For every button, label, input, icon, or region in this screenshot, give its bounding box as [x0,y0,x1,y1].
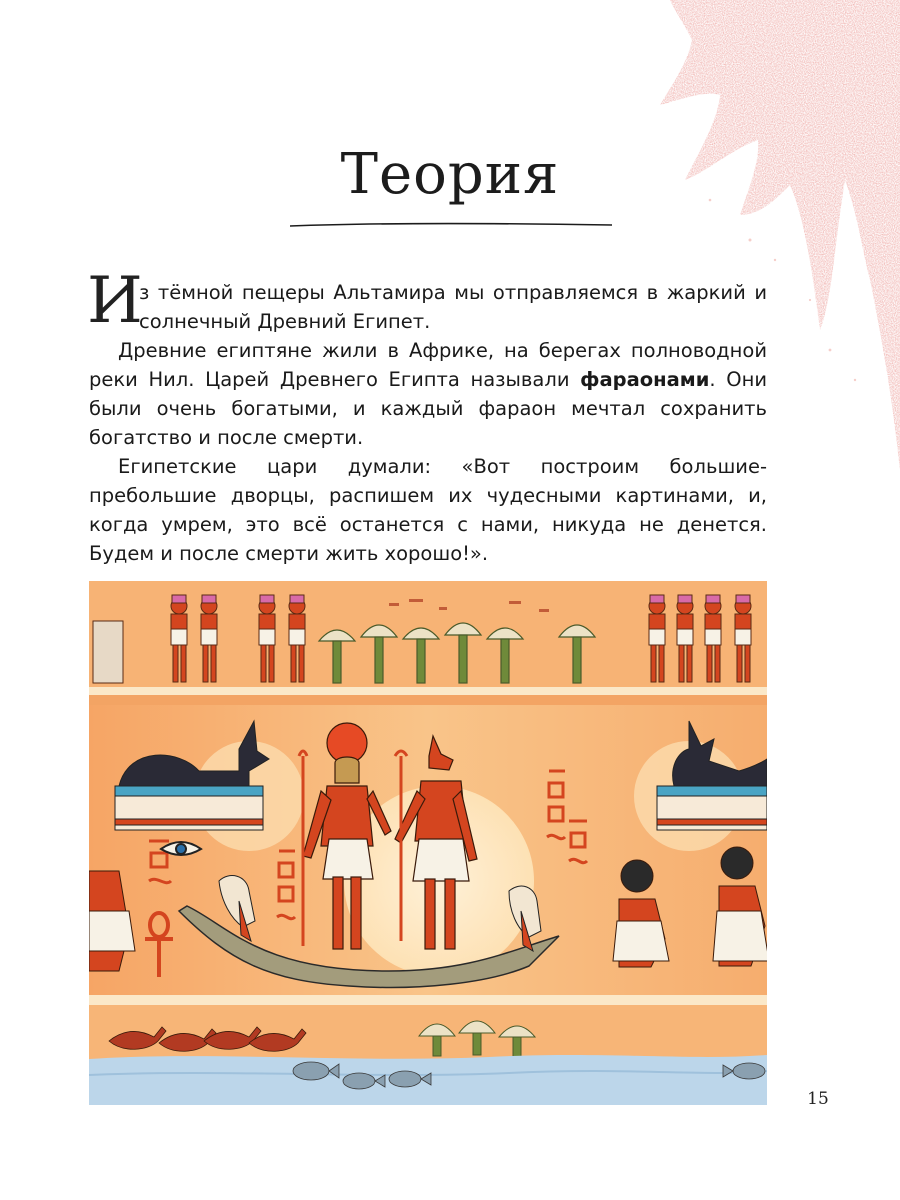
paragraph-1 [87,264,767,338]
page-number: 15 [807,1089,829,1109]
title-underline [288,218,614,232]
paragraph-2-text-end: . Они были очень богатыми, и каждый фараон мечтал сохранить богатство и после смерти. [89,368,768,449]
page-title: Теория [340,142,560,207]
paragraph-1-text: з тёмной пещеры Альтамира мы отправляемся в жаркий и солнечный Древний Египет. [139,281,767,333]
paragraph-2-text-start: Древние египтяне жили в Африке, на берегах полноводной реки Нил. Царей Древнего Египта называли [89,339,767,391]
paragraph-2 [89,336,767,452]
drop-cap: И [87,264,143,338]
paragraph-3: Египетские цари думали: «Вот построим большие-пребольшие дворцы, распишем их чудесными картинами, и, когда умрем, это всё останется с нами, никуда не денется. Будем и после смерти жить хорошо!». [89,455,767,565]
egyptian-mural-illustration [89,581,767,1105]
body-text [87,264,768,568]
bold-term-pharaohs: фараонами [580,368,710,391]
